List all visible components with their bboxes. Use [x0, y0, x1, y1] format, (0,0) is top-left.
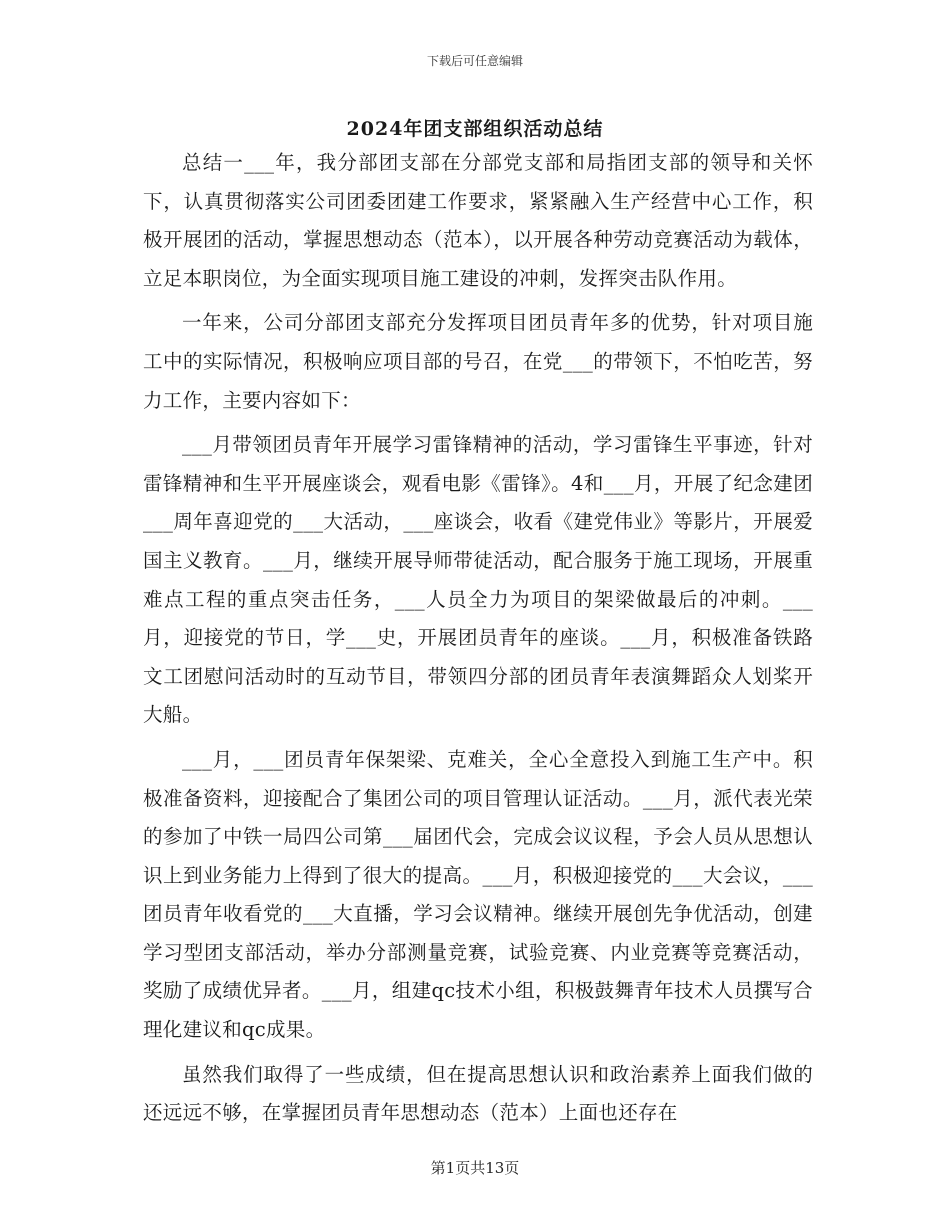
- header-note: 下载后可任意编辑: [426, 54, 523, 68]
- paragraph-intro: 总结一___年，我分部团支部在分部党支部和局指团支部的领导和关怀下，认真贯彻落实公司团委团建工作要求，紧紧融入生产经营中心工作，积极开展团的活动，掌握思想动态（范本），以开展各种劳动竞赛活动为载体，立足本职岗位，为全面实现项目施工建设的冲刺，发挥突击队作用。: [143, 151, 813, 290]
- document-title: 2024年团支部组织活动总结: [346, 118, 604, 140]
- document-body: [143, 144, 813, 1139]
- paragraph-activities-first-half: ___月带领团员青年开展学习雷锋精神的活动，学习雷锋生平事迹，针对雷锋精神和生平开展座谈会，观看电影《雷锋》。4和___月，开展了纪念建团___周年喜迎党的___大活动，___座谈会，收看《建党伟业》等影片，开展爱国主义教育。___月，继续开展导师带徒活动，配合服务于施工现场，开展重难点工程的重点突击任务，___人员全力为项目的架梁做最后的冲刺。___月，迎接党的节日，学___史，开展团员青年的座谈。___月，积极准备铁路文工团慰问活动时的互动节目，带领四分部的团员青年表演舞蹈众人划桨开大船。: [143, 433, 813, 727]
- paragraph-activities-second-half: ___月，___团员青年保架梁、克难关，全心全意投入到施工生产中。积极准备资料，迎接配合了集团公司的项目管理认证活动。___月，派代表光荣的参加了中铁一局四公司第___届团代会，完成会议议程，予会人员从思想认识上到业务能力上得到了很大的提高。___月，积极迎接党的___大会议，___团员青年收看党的___大直播，学习会议精神。继续开展创先争优活动，创建学习型团支部活动，举办分部测量竞赛，试验竞赛、内业竞赛等竞赛活动，奖励了成绩优异者。___月，组建qc技术小组，积极鼓舞青年技术人员撰写合理化建议和qc成果。: [143, 747, 813, 1042]
- page-number: 第1页共13页: [430, 1159, 520, 1177]
- paragraph-overview: 一年来，公司分部团支部充分发挥项目团员青年多的优势，针对项目施工中的实际情况，积极响应项目部的号召，在党___的带领下，不怕吃苦，努力工作，主要内容如下：: [143, 311, 813, 412]
- paragraph-shortcomings: 虽然我们取得了一些成绩，但在提高思想认识和政治素养上面我们做的还远远不够，在掌握团员青年思想动态（范本）上面也还存在: [143, 1062, 813, 1125]
